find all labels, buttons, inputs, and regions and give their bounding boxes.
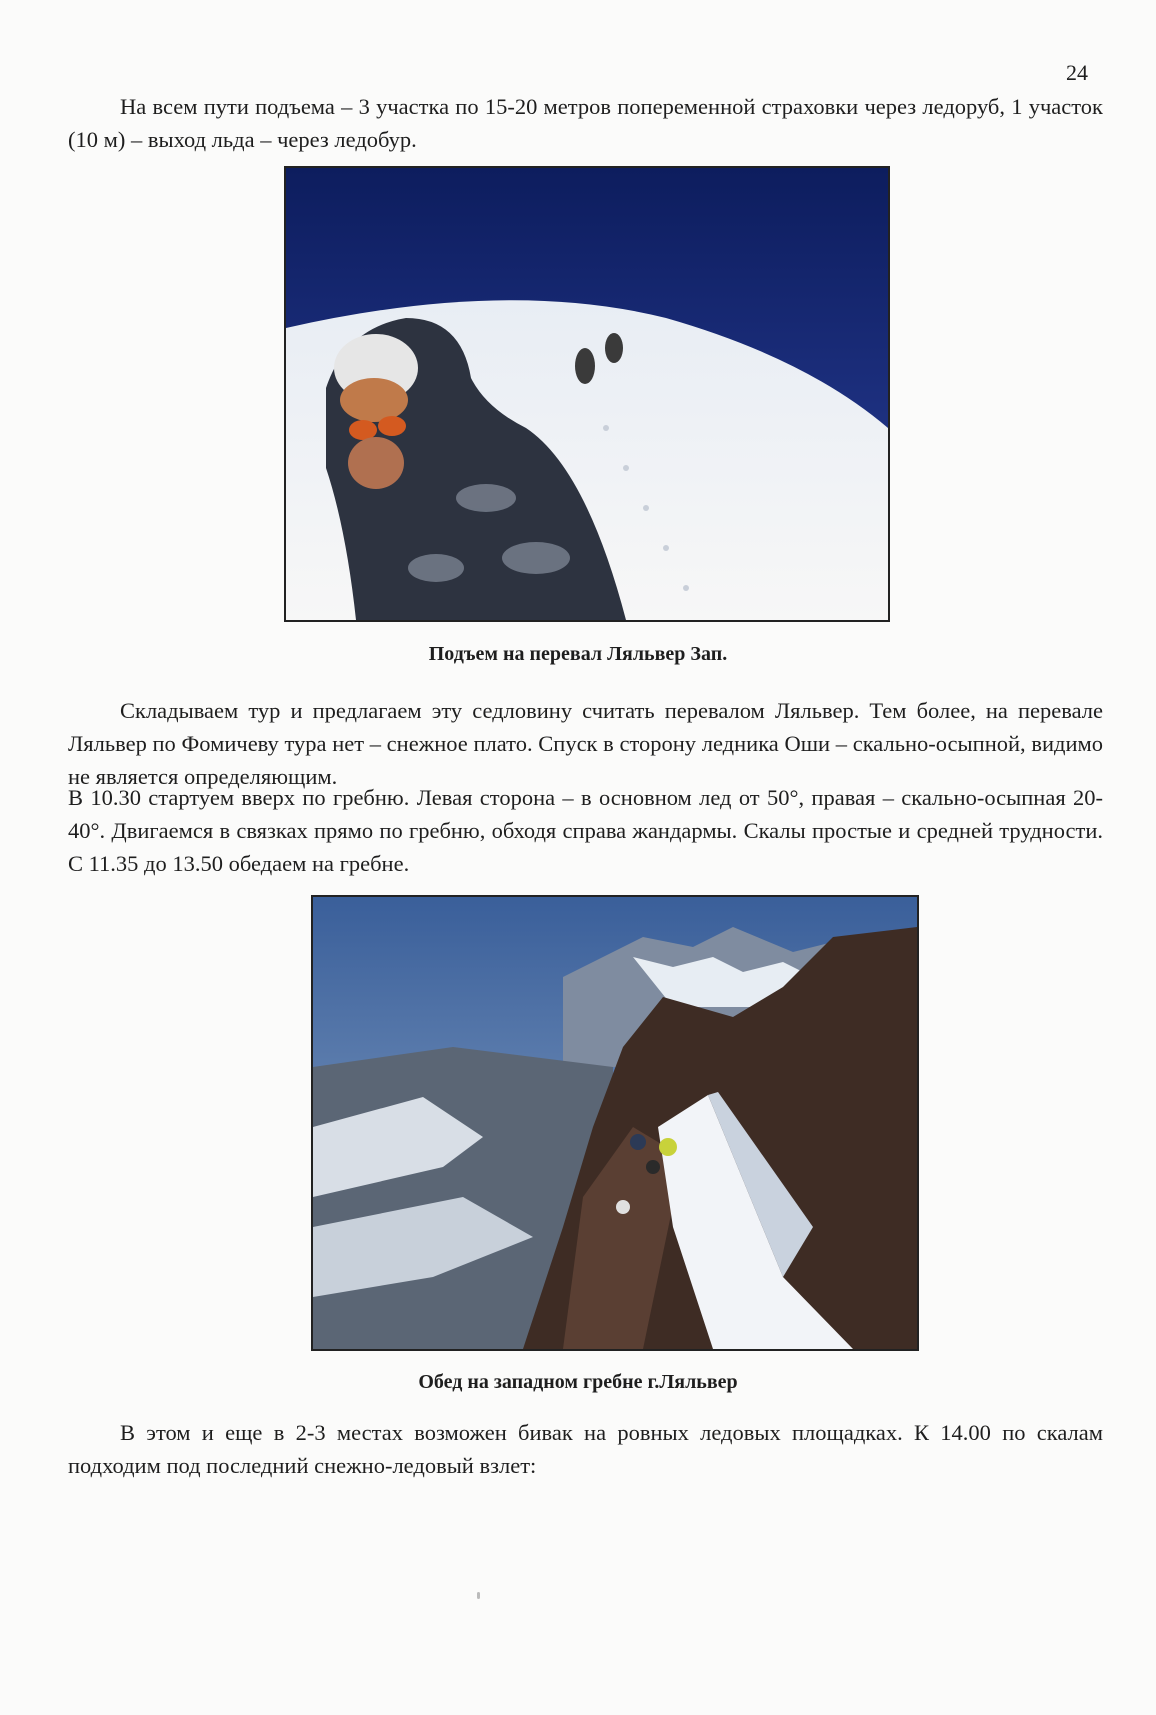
paragraph-cairn: Складываем тур и предлагаем эту седловину считать перевалом Ляльвер. Тем более, на перевале Ляльвер по Фомичеву тура нет – снежное плато. Спуск в сторону ледника Оши – скально-осыпной, видимо не является определяющим. xyxy=(68,698,1103,789)
paragraph-ridge: В 10.30 стартуем вверх по гребню. Левая сторона – в основном лед от 50°, правая – скально-осыпная 20-40°. Двигаемся в связках прямо по гребню, обходя справа жандармы. Скалы простые и средней трудности. С 11.35 до 13.50 обедаем на гребне. xyxy=(68,785,1103,876)
scan-speck xyxy=(477,1592,480,1599)
caption-pass-ascent: Подъем на перевал Ляльвер Зап. xyxy=(428,643,728,665)
paragraph-ascent: На всем пути подъема – 3 участка по 15-20 метров попеременной страховки через ледоруб, 1 участок (10 м) – выход льда – через ледобур. xyxy=(68,94,1103,152)
photo-pass-ascent xyxy=(284,166,890,622)
caption-western-ridge: Обед на западном гребне г.Ляльвер xyxy=(418,1371,738,1393)
paragraph-bivouac: В этом и еще в 2-3 местах возможен бивак на ровных ледовых площадках. К 14.00 по скалам подходим под последний снежно-ледовый взлет: xyxy=(68,1420,1103,1478)
page-number: 24 xyxy=(1066,60,1088,85)
photo-western-ridge xyxy=(311,895,919,1351)
